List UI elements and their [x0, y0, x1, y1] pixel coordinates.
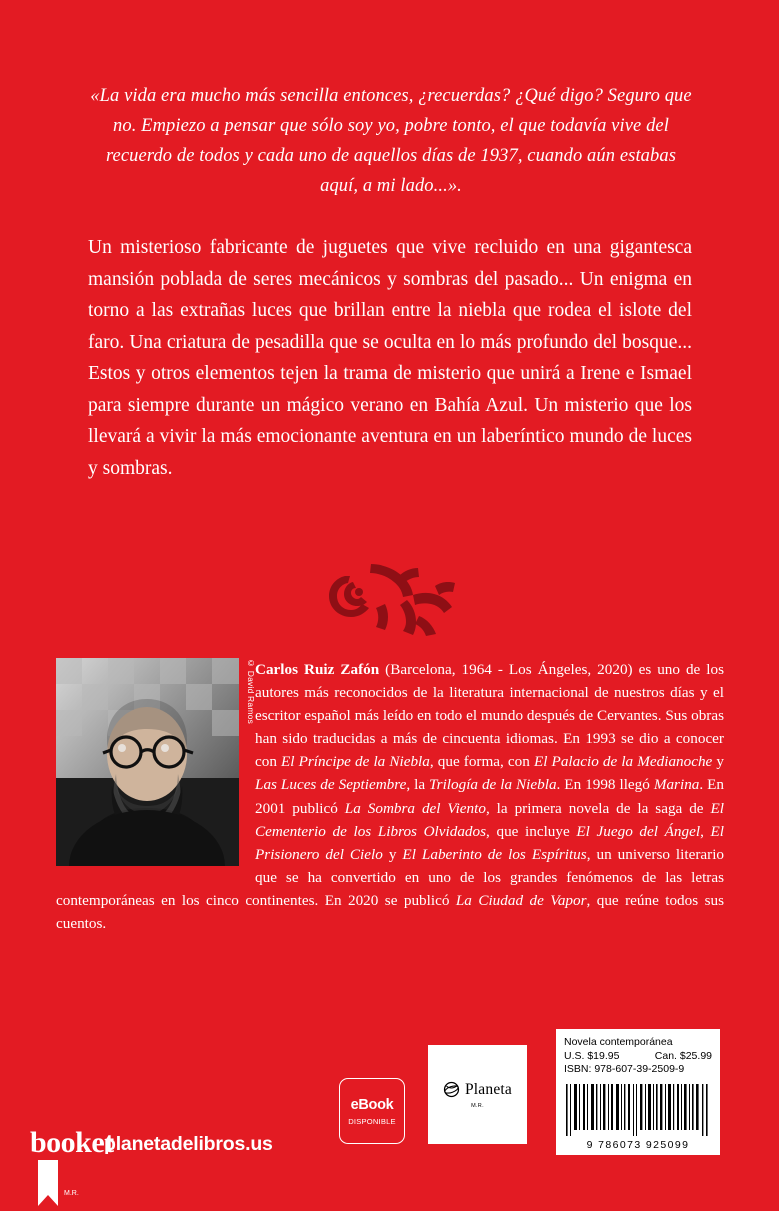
website-url[interactable]: planetadelibros.us [104, 1133, 273, 1155]
planeta-publisher-logo [428, 1045, 527, 1144]
author-photo-wrap [56, 658, 256, 866]
price-barcode-box [556, 1029, 720, 1155]
book-blurb: Un misterioso fabricante de juguetes que vive recluido en una gigantesca mansión poblada de seres mecánicos y sombras del pasado... Un enigma en torno a las extrañas luces que brillan entre la niebla que rodea el islote del faro. Una criatura de pesadilla que se oculta en lo más profundo del bosque... Estos y otros elementos tejen la trama de misterio que unirá a Irene e Ismael para siempre durante un mágico verano en Bahía Azul. Un misterio que los llevará a vivir la más emocionante aventura en un laberíntico mundo de luces y sombras. [88, 237, 692, 480]
booket-registered-mark: M.R. [64, 1190, 79, 1197]
booket-wordmark: booket [30, 1126, 114, 1159]
planeta-wordmark: Planeta [464, 1080, 513, 1098]
photo-credit: © David Ramos [246, 658, 256, 724]
planeta-globe-icon [443, 1081, 460, 1098]
author-bio-text: Carlos Ruiz Zafón (Barcelona, 1964 - Los Ángeles, 2020) es uno de los autores más reconocidos de la literatura internacional de nuestros días y el escritor español más leído en todo el mundo después de Cervantes. Sus obras han sido traducidas a más de cincuenta idiomas. En 1993 se dio a conocer con El Príncipe de la Niebla, que forma, con El Palacio de la Medianoche y Las Luces de Septiembre, la Trilogía de la Niebla. En 1998 llegó Marina. En 2001 publicó La Sombra del Viento, la primera novela de la saga de El Cementerio de los Libros Olvidados, que incluye El Juego del Ángel, El Prisionero del Cielo y El Laberinto de los Espíritus, un universo literario que se ha convertido en uno de los grandes fenómenos de las letras contemporáneas en los cinco continentes. En 2020 se publicó La Ciudad de Vapor, que reúne todos sus cuentos. [56, 661, 725, 933]
avatar [56, 658, 239, 866]
book-category: Novela contemporánea [564, 1035, 673, 1048]
price-us: U.S. $19.95 [564, 1049, 620, 1062]
dragon-ornament [0, 556, 779, 643]
footer-bar [0, 1000, 779, 1200]
author-bio-block [56, 658, 724, 935]
ebook-label: eBook [350, 1097, 394, 1113]
price-can: Can. $25.99 [654, 1049, 712, 1062]
isbn: ISBN: 978-607-39-2509-9 [564, 1062, 685, 1075]
pull-quote: «La vida era mucho más sencilla entonces, ¿recuerdas? ¿Qué digo? Seguro que no. Empiezo a pensar que sólo soy yo, pobre tonto, el que todavía vive del recuerdo de todos y cada uno de aquellos días de 1937, cuando aún estabas aquí, a mi lado...». [90, 86, 692, 196]
barcode-number: 9 786073 925099 [586, 1139, 690, 1151]
planeta-registered-mark: M.R. [471, 1102, 484, 1109]
ebook-sublabel: DISPONIBLE [348, 1117, 396, 1126]
ebook-available-badge [339, 1078, 405, 1144]
barcode-icon [564, 1082, 712, 1138]
booket-bookmark-icon [35, 1160, 61, 1204]
